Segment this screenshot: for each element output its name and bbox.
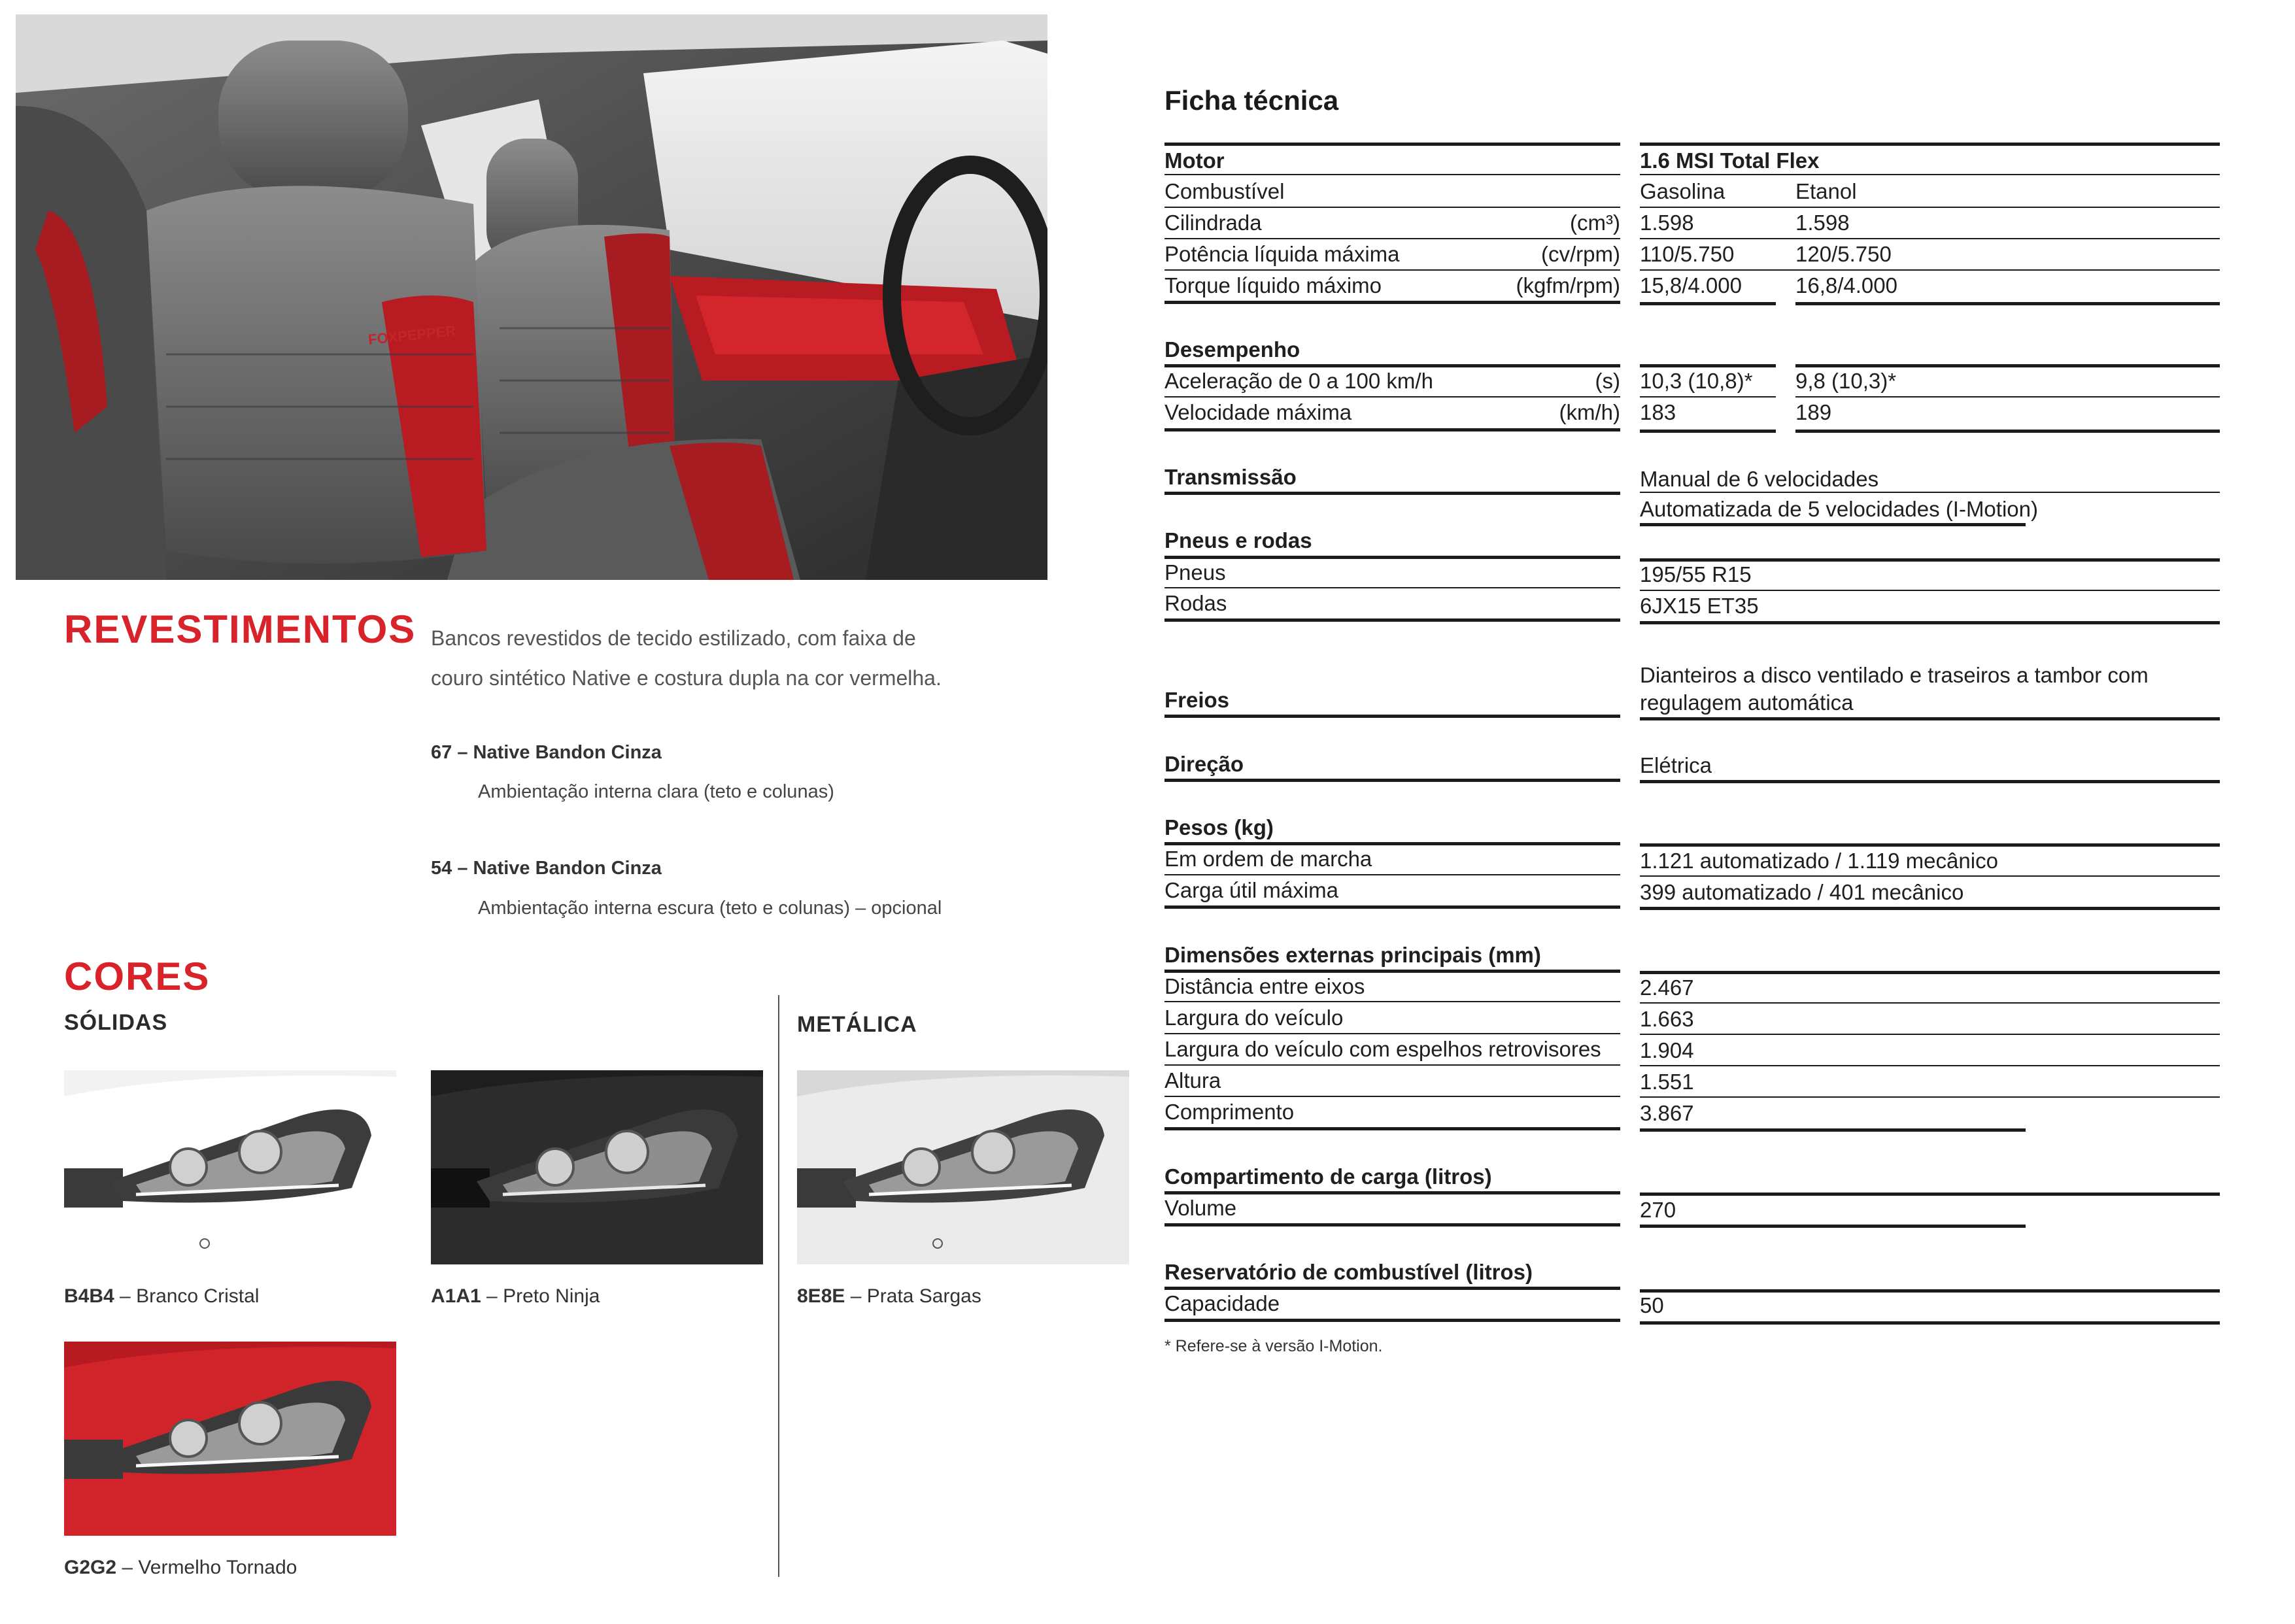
- section-label-combustivel: Reservatório de combustível (litros): [1164, 1260, 1533, 1284]
- metalica-label: METÁLICA: [797, 1012, 917, 1037]
- rule: [1640, 717, 2220, 720]
- color-name: – Preto Ninja: [486, 1285, 600, 1307]
- spec-value-gasolina: 10,3 (10,8)*: [1640, 369, 1753, 393]
- spec-value-etanol: 1.598: [1795, 211, 1850, 235]
- rule: [1164, 715, 1620, 718]
- rule: [1640, 1289, 2220, 1293]
- interior-seat-photo: [16, 14, 1047, 580]
- rule: [1164, 301, 1620, 304]
- spec-row-label: Carga útil máxima: [1164, 878, 1338, 902]
- rule: [1164, 1064, 1620, 1066]
- rule: [1640, 1034, 2220, 1035]
- rule: [1164, 618, 1620, 622]
- rule: [1640, 1225, 2026, 1228]
- spec-row-label: Combustível: [1164, 179, 1285, 203]
- color-code: G2G2: [64, 1557, 117, 1578]
- rule: [1164, 364, 1620, 367]
- color-swatch-prata-sargas: [797, 1070, 1129, 1264]
- color-swatch-preto-ninja: [431, 1070, 763, 1264]
- rule: [1795, 302, 2220, 305]
- spec-row-value: 1.121 automatizado / 1.119 mecânico: [1640, 849, 1998, 873]
- rule: [1164, 842, 1620, 845]
- rule: [1164, 1033, 1620, 1034]
- rule: [1640, 396, 1776, 398]
- solidas-label: SÓLIDAS: [64, 1010, 168, 1035]
- section-label-transmissao: Transmissão: [1164, 465, 1297, 489]
- spec-row-value: 50: [1640, 1293, 1664, 1317]
- rule: [1164, 1287, 1620, 1290]
- color-code: A1A1: [431, 1285, 481, 1307]
- spec-value-gasolina: 1.598: [1640, 211, 1694, 235]
- footnote: * Refere-se à versão I-Motion.: [1164, 1337, 1383, 1355]
- color-swatch-vermelho-tornado: [64, 1342, 396, 1536]
- spec-row-unit: (kgfm/rpm): [1516, 273, 1620, 297]
- spec-row-unit: (km/h): [1559, 400, 1620, 424]
- rule: [1640, 1002, 2220, 1004]
- spec-row-label: Cilindrada: [1164, 211, 1262, 235]
- section-label-dimensoes: Dimensões externas principais (mm): [1164, 943, 1541, 967]
- spec-row-label: Velocidade máxima: [1164, 400, 1352, 424]
- freios-line: regulagem automática: [1640, 690, 1854, 715]
- rule: [1164, 779, 1620, 782]
- rule: [1640, 207, 2220, 208]
- spec-row-label: Potência líquida máxima: [1164, 242, 1400, 266]
- cores-heading: CORES: [64, 955, 211, 998]
- section-label-pesos: Pesos (kg): [1164, 815, 1274, 839]
- spec-row-label: Volume: [1164, 1196, 1237, 1220]
- spec-row-value: 195/55 R15: [1640, 562, 1752, 586]
- section-label-pneus-rodas: Pneus e rodas: [1164, 528, 1312, 552]
- spec-row-value: 6JX15 ET35: [1640, 594, 1759, 618]
- color-caption: [64, 1557, 297, 1579]
- color-name: – Vermelho Tornado: [122, 1557, 298, 1578]
- rule: [1640, 590, 2220, 591]
- color-caption: [797, 1285, 981, 1308]
- spec-value-gasolina: Gasolina: [1640, 179, 1726, 203]
- color-caption: [64, 1285, 259, 1308]
- spec-row-label: Torque líquido máximo: [1164, 273, 1382, 297]
- direcao-value: Elétrica: [1640, 753, 1712, 777]
- rule: [1795, 396, 2220, 398]
- trim-option-desc: Ambientação interna clara (teto e colunas): [478, 781, 834, 802]
- rule: [1164, 1001, 1620, 1002]
- rule: [1640, 1193, 2220, 1196]
- spec-row-value: 1.904: [1640, 1038, 1694, 1062]
- spec-row-label: Capacidade: [1164, 1291, 1280, 1315]
- transmissao-line: Manual de 6 velocidades: [1640, 467, 1879, 491]
- rule: [1164, 207, 1620, 208]
- rule: [1640, 364, 1776, 367]
- trim-option-code: 67 – Native Bandon Cinza: [431, 742, 662, 763]
- spec-row-label: Aceleração de 0 a 100 km/h: [1164, 369, 1433, 393]
- revestimentos-description-line: Bancos revestidos de tecido estilizado, com faixa de: [431, 626, 916, 650]
- rule: [1640, 430, 1776, 433]
- engine-name: 1.6 MSI Total Flex: [1640, 148, 1820, 173]
- rule: [1164, 874, 1620, 875]
- spec-row-label: Pneus: [1164, 560, 1226, 584]
- section-label-desempenho: Desempenho: [1164, 337, 1300, 362]
- spec-row-label: Em ordem de marcha: [1164, 847, 1372, 871]
- rule: [1640, 238, 2220, 239]
- rule: [1640, 875, 2220, 877]
- rule: [1164, 1096, 1620, 1097]
- color-code: 8E8E: [797, 1285, 845, 1307]
- rule: [1795, 430, 2220, 433]
- trim-option-desc: Ambientação interna escura (teto e colunas) – opcional: [478, 898, 942, 919]
- rule: [1164, 1127, 1620, 1130]
- rule: [1640, 971, 2220, 974]
- spec-row-value: 3.867: [1640, 1101, 1694, 1125]
- spec-row-unit: (s): [1595, 369, 1620, 393]
- rule: [1640, 1128, 2026, 1132]
- spec-row-label: Comprimento: [1164, 1100, 1295, 1124]
- spec-row-label: Distância entre eixos: [1164, 974, 1365, 998]
- spec-row-value: 1.551: [1640, 1070, 1694, 1094]
- rule: [1640, 302, 1776, 305]
- spec-row-value: 270: [1640, 1198, 1676, 1222]
- spec-row-unit: (cm³): [1570, 211, 1620, 235]
- spec-row-value: 399 automatizado / 401 mecânico: [1640, 880, 1964, 904]
- spec-row-value: 1.663: [1640, 1007, 1694, 1031]
- section-label-carga: Compartimento de carga (litros): [1164, 1164, 1492, 1189]
- spec-value-etanol: 9,8 (10,3)*: [1795, 369, 1897, 393]
- rule: [1640, 1096, 2220, 1098]
- section-label-direcao: Direção: [1164, 752, 1244, 776]
- spec-value-etanol: 189: [1795, 400, 1832, 424]
- ficha-tecnica-title: Ficha técnica: [1164, 85, 1339, 116]
- rule: [1640, 492, 2220, 493]
- freios-line: Dianteiros a disco ventilado e traseiros a tambor com: [1640, 663, 2149, 687]
- rule: [1640, 843, 2220, 847]
- rule: [1164, 174, 1620, 175]
- rule: [1640, 174, 2220, 175]
- spec-value-gasolina: 110/5.750: [1640, 242, 1735, 266]
- color-name: – Branco Cristal: [120, 1285, 260, 1307]
- section-label-motor: Motor: [1164, 148, 1225, 173]
- revestimentos-description-line: couro sintético Native e costura dupla na cor vermelha.: [431, 666, 942, 690]
- rule: [1640, 1065, 2220, 1066]
- rule: [1164, 1319, 1620, 1322]
- rule: [1640, 780, 2220, 783]
- spec-row-unit: (cv/rpm): [1541, 242, 1620, 266]
- rule: [1164, 970, 1620, 973]
- rule: [1164, 905, 1620, 909]
- rule: [1164, 269, 1620, 271]
- rule: [1640, 907, 2220, 910]
- spec-row-label: Altura: [1164, 1068, 1221, 1092]
- rule: [1640, 558, 2220, 562]
- rule: [1164, 1191, 1620, 1194]
- rule: [1164, 396, 1620, 398]
- color-caption: [431, 1285, 600, 1308]
- rule: [1164, 556, 1620, 559]
- spec-value-gasolina: 15,8/4.000: [1640, 273, 1742, 297]
- cores-divider: [778, 995, 779, 1577]
- rule: [1640, 621, 2220, 624]
- spec-value-etanol: Etanol: [1795, 179, 1857, 203]
- spec-row-label: Largura do veículo: [1164, 1006, 1344, 1030]
- rule: [1640, 523, 2026, 526]
- spec-row-label: Rodas: [1164, 591, 1227, 615]
- transmissao-line: Automatizada de 5 velocidades (I-Motion): [1640, 497, 2038, 521]
- rule: [1164, 143, 1620, 146]
- color-swatch-branco-cristal: [64, 1070, 396, 1263]
- rule: [1640, 143, 2220, 146]
- revestimentos-description: [431, 618, 942, 698]
- section-label-freios: Freios: [1164, 688, 1230, 712]
- spec-value-gasolina: 183: [1640, 400, 1676, 424]
- trim-option-code: 54 – Native Bandon Cinza: [431, 858, 662, 879]
- rule: [1164, 1223, 1620, 1226]
- rule: [1164, 428, 1620, 431]
- rule: [1640, 1321, 2220, 1325]
- spec-value-etanol: 16,8/4.000: [1795, 273, 1897, 297]
- rule: [1640, 269, 2220, 271]
- spec-row-value: 2.467: [1640, 975, 1694, 1000]
- revestimentos-heading: REVESTIMENTOS: [64, 607, 416, 651]
- rule: [1164, 587, 1620, 588]
- rule: [1164, 238, 1620, 239]
- spec-value-etanol: 120/5.750: [1795, 242, 1892, 266]
- seat-emblem-logo: FOXPEPPER: [367, 322, 457, 348]
- color-name: – Prata Sargas: [850, 1285, 981, 1307]
- rule: [1795, 364, 2220, 367]
- spec-row-label: Largura do veículo com espelhos retrovisores: [1164, 1037, 1601, 1061]
- color-code: B4B4: [64, 1285, 114, 1307]
- rule: [1164, 492, 1620, 495]
